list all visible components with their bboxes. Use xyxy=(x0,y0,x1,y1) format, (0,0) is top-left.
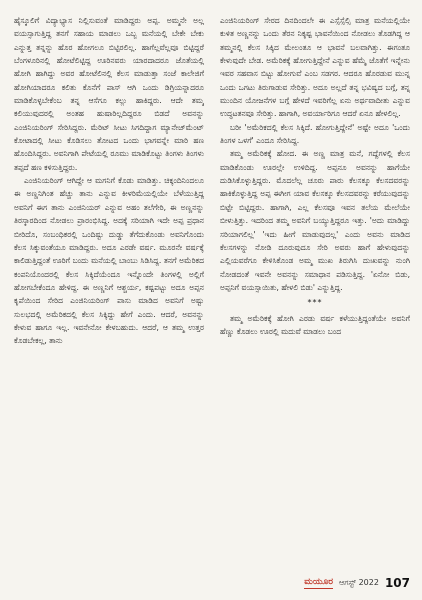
section-break: *** xyxy=(307,298,323,308)
right-column xyxy=(220,14,410,562)
issue-date: ಆಗಸ್ಟ್ 2022 xyxy=(339,578,379,587)
left-column xyxy=(14,14,204,562)
magazine-logo: ಮಯೂರ xyxy=(304,577,333,587)
paragraph: ಹೈಸ್ಕೂಲಿಗೆ ವಿದ್ಯಾಭ್ಯಾಸ ನಿಲ್ಲಿಸುವಂತೆ ಮಾಡಿದ್ದರು ಅಪ್ಪ. ಅಮ್ಮನೇ ಅಲ್ಲ ವಯಸ್ಸಾಗುತ್ತಿದ್ದ ತನಗೆ ಸಹಾಯ ಮಾಡಲು ಒಬ್ಬ ಮನೆಯಲ್ಲಿ ಬೇಕೇ ಬೇಕು ಎನ್ನುತ್ತ ತನ್ನನ್ನು ಹೊರ ಹೋಗಲೂ ಬಿಟ್ಟಿರಲಿಲ್ಲ. ಹಾಗೆಲ್ಲವೆಲ್ಲವೂ ಬಿಟ್ಟಿದ್ದರೆ ಬೆಂಗಳೂರಿನಲ್ಲಿ ಹೋಟೆಲಿಟ್ಟಿದ್ದ ಊರಿನವರು ಯಾರದಾದರೂ ಜೊತೆಯಲ್ಲಿ ಹೋಗಿ ಹಾಗಿದ್ದು ಅವರ ಹೋಟೆಲಿನಲ್ಲಿ ಕೆಲಸ ಮಾಡುತ್ತಾ ಸಂಜೆ ಕಾಲೇಜಿಗೆ ಹೋಗಿಯಾದರೂ ಕಲಿತು ಕೊನೆಗೆ ಪಾಸ್ ಆಗಿ ಒಂದು ಡಿಗ್ರಿಯನ್ನಾದರೂ ಮಾಡಿಕೊಳ್ಳಬೇಕೆಂಬ ತನ್ನ ಆಸೆಗೂ ಕಲ್ಲು ಹಾಕಿದ್ದರು. ಆದೇ ತಮ್ಮ ಕಲಿಯುವುದರಲ್ಲಿ ಅಂತಹ ಹುಷಾರಿಲ್ಲದಿದ್ದರೂ ಬಿಡದೆ ಅವನನ್ನು ಎಂಜಿನಿಯರಿಂಗ್ ಸೇರಿಸಿದ್ದರು. ಮೆರಿಟ್ ಸೀಟು ಸಿಗದಿದ್ದಾಗ ಮ್ಯಾನೇಜ್‌ಮೆಂಟ್ ಕೋಟಾದಲ್ಲಿ ಸೀಟು ಕೊಡಿಸಲು ತೋಟದ ಒಂದು ಭಾಗವನ್ನೇ ಮಾರಿ ಹಣ ಹೊಂದಿಸಿದ್ದರು. ಅವನಿಗಾಗಿ ಪೇಟೆಯಲ್ಲಿ ರೂಮು ಮಾಡಿಕೊಟ್ಟು ತಿಂಗಳು ತಿಂಗಳು ತಪ್ಪದೆ ಹಣ ಕಳಿಸುತ್ತಿದ್ದರು. xyxy=(14,16,204,172)
page-footer xyxy=(304,574,410,592)
paragraph: ತಮ್ಮ ಅಮೆರಿಕಕ್ಕೆ ಹೋದ. ಈ ಅಣ್ಣ ಮಾತ್ರ ಮನೆ, ಗದ್ದೆಗಳಲ್ಲಿ ಕೆಲಸ ಮಾಡಿಕೊಂಡು ಊರಲ್ಲೇ ಉಳಿದಿದ್ದ. ಅಪ್ಪನೂ ಅವನನ್ನು ಹಾಗೆಯೇ ದುಡಿಸಿಕೊಳ್ಳುತ್ತಿದ್ದರು. ಮೊದಲೆಲ್ಲ ಚೂರು ಪಾರು ಕೆಲಸಕ್ಕೂ ಕೆಲಸದವರನ್ನು ಹಾಕಿಕೊಳ್ಳುತ್ತಿದ್ದ ಅಪ್ಪ ಈಗೀಗ ಯಾವ ಕೆಲಸಕ್ಕೂ ಕೆಲಸದವರನ್ನು ಕರೆಯುವುದನ್ನು ಬಿಟ್ಟೇ ಬಿಟ್ಟಿದ್ದರು. ಹಾಗಾಗಿ, ಎಲ್ಲ ಕೆಲಸವೂ ಇವನ ತಲೆಯ ಮೇಲೆಯೇ ಬೀಳುತ್ತಿತ್ತು. ಇದರಿಂದ ತಮ್ಮ ಅವನಿಗೆ ಬಯ್ಯುತ್ತಿದ್ದರೂ ಇತ್ತು. 'ಅದು ಮಾಡಿದ್ದು ಸರಿಯಾಗಲಿಲ್ಲ' 'ಇದು ಹೀಗೆ ಮಾಡುವುದಲ್ಲ' ಎಂದು ಅವನು ಮಾಡಿದ ಕೆಲಸಗಳನ್ನು ನೋಡಿ ದೂರುವುದೂ ಸೇರಿ ಅವರು ಹಾಗೆ ಹೇಳುವುದನ್ನು ಎಲ್ಲಿಯವರೆಗೂ ಕೇಳಿಸಿಕೊಂಡ ಅಮ್ಮ ಮುಖ ತಿರುಗಿಸಿ ದುಃಖವನ್ನು ನುಂಗಿ ನೋಡದಂತೆ ಇವನೇ ಅವನನ್ನು ಸಮಾಧಾನ ಪಡಿಸುತ್ತಿದ್ದ. 'ಏನೋ ಬಿಡು, ಅಪ್ಪನಿಗೆ ವಯಸ್ಸಾಯಿತು, ಹೇಳಲಿ ಬಿಡು' ಎನ್ನುತ್ತಿದ್ದ. xyxy=(220,149,410,292)
paragraph: ಎಂಜಿನಿಯರಿಂಗ್ ಆಗಿದ್ದೇ ಆ ಮಗನಿಗೆ ಕೊಡು ಮಾಡಿತ್ತು. ಚಿಕ್ಕಂದಿನಿಂದಲೂ ಈ ಅಣ್ಣನಿಗಿಂತ ಹೆಚ್ಚು ತಾನು ಎನ್ನುವ ಕೀಳರಿಮೆಯಲ್ಲಿಯೇ ಬೆಳೆಯುತ್ತಿದ್ದ ಅವನಿಗೆ ಈಗ ತಾನು ಎಂಜಿನಿಯರ್ ಎನ್ನುವ ಅಹಂ ತಲೆಗೇರಿ, ಈ ಅಣ್ಣನನ್ನು ತಿರಸ್ಕಾರದಿಂದ ನೋಡಲು ಪ್ರಾರಂಭಿಸಿದ್ದ. ಅದಕ್ಕೆ ಸರಿಯಾಗಿ ಇದೇ ಅಪ್ಪ ಪ್ರಧಾನ ಬೀರಿದೊ, ಸಂಬಂಧಿಕರಲ್ಲಿ ಒಂದಿಷ್ಟು ದುಡ್ಡು ತೆಗೆದುಕೊಂಡು ಅವನಿಗೊಂದು ಕೆಲಸ ಸಿಕ್ಕುವಂತೆಯೂ ಮಾಡಿದ್ದರು. ಅದೂ ಎರಡೇ ವರ್ಷ. ಮೂರನೇ ವರ್ಷಕ್ಕೆ ಕಾಲಿಡುತ್ತಿದ್ದಂತೆ ಊರಿಗೆ ಬಂದು ಮನೆಯಲ್ಲಿ ಬಾಂಬು ಸಿಡಿಸಿದ್ದ. ತನಗೆ ಅಮೆರಿಕದ ಕಂಪನಿಯೊಂದರಲ್ಲಿ ಕೆಲಸ ಸಿಕ್ಕಿದೆಯೆಂದೂ ಇನ್ನೊಂದೇ ತಿಂಗಳಲ್ಲಿ ಅಲ್ಲಿಗೆ ಹೋಗಬೇಕೆಂದೂ ಹೇಳಿದ್ದ. ಈ ಅಣ್ಣನಿಗೆ ಆಶ್ಚರ್ಯ, ಕಷ್ಟಪಟ್ಟು ಅದೂ ಅಪ್ಪನ ಕೃಪೆಯಿಂದ ಸೇರಿದ ಎಂಜಿನಿಯರಿಂಗ್ ಪಾಸು ಮಾಡಿದ ಅವನಿಗೆ ಅಷ್ಟು ಸುಲಭದಲ್ಲಿ ಅಮೆರಿಕದಲ್ಲಿ ಕೆಲಸ ಸಿಕ್ಕಿದ್ದು ಹೇಗೆ ಎಂದು. ಆದರೆ, ಅವನನ್ನು ಕೇಳುವ ಹಾಗೂ ಇಲ್ಲ. ಇವನೇನೋ ಕೇಳಬಹುದು. ಆದರೆ, ಆ ತಮ್ಮ ಉತ್ತರ ಕೊಡಬೇಕಲ್ಲ, ತಾನು xyxy=(14,176,204,346)
article-body xyxy=(14,14,410,562)
page-number: 107 xyxy=(384,576,410,590)
paragraph: ಎಂಜಿನಿಯರಿಂಗ್ ಸೇರದ ದಿನದಿಂದಲೇ ಈ ಎಸ್ಸೆಸ್ಸೆಲ್ಸಿ ಮಾತ್ರ ಮನೆಯಲ್ಲಿಯೇ ಕುಳಿತ ಅಣ್ಣನನ್ನು ಒಂದು ತೆರನ ನಿಕೃಷ್ಟ ಭಾವನೆಯಿಂದ ನೋಡಲು ತೊಡಗಿದ್ದ ಆ ತಮ್ಮನಲ್ಲಿ ಕೆಲಸ ಸಿಕ್ಕಿದ ಮೇಲಂತೂ ಆ ಭಾವನೆ ಬಲವಾಗಿತ್ತು. ಈಗಂತೂ ಕೇಳುವುದೇ ಬೇಡ. ಅಮೆರಿಕಕ್ಕೆ ಹೋಗುತ್ತಿದ್ದೇನೆ ಎನ್ನುವ ಹೆಮ್ಮೆ ಜೊತೆಗೆ ಇನ್ನೇನು ಇವರ ಸಹವಾಸ ಬಿಟ್ಟು ಹೋಗುವೆ ಎಂಬ ಸಡಗರ. ಆದರೂ ಹೊರಡುವ ಮುನ್ನ ಒಂದು ಒಗಟು ತಿರುಗಾಡುವ ಸೇರಿತ್ತು. ಅದೂ ಅಲ್ಲದೆ ತನ್ನ ಭವಿಷ್ಯದ ಬಗ್ಗೆ, ತನ್ನ ಮುಂದಿನ ಯೋಜನೆಗಳ ಬಗ್ಗೆ ಹೇಳದೆ ಇವರಿಗೆಲ್ಲ ಏನು ಅರ್ಥವಾದೀತು ಎನ್ನುವ ಉದ್ಧಟತನವೂ ಸೇರಿತ್ತು. ಹಾಗಾಗಿ, ಅವರ್ಯಾರಿಗೂ ಆದರೆ ಏನೂ ಹೇಳಲಿಲ್ಲ. xyxy=(220,16,410,119)
paragraph: ಬರೀ 'ಅಮೆರಿಕದಲ್ಲಿ ಕೆಲಸ ಸಿಕ್ಕಿದೆ. ಹೋಗುತ್ತಿದ್ದೇನೆ' ಅಷ್ಟೇ ಅದೂ 'ಒಂದು ತಿಂಗಳ ಒಳಗೆ' ಎಂದೂ ಸೇರಿಸಿದ್ದ. xyxy=(220,122,410,146)
paragraph: ತಮ್ಮ ಅಮೆರಿಕಕ್ಕೆ ಹೋಗಿ ಎರಡು ವರ್ಷ ಕಳೆಯುತ್ತಿದ್ದಂತೆಯೇ ಅವನಿಗೆ ಹೆಣ್ಣು ಕೊಡಲು ಊರಲ್ಲಿ ಮದುವೆ ಮಾಡಲು ಬಂದ xyxy=(220,313,410,336)
